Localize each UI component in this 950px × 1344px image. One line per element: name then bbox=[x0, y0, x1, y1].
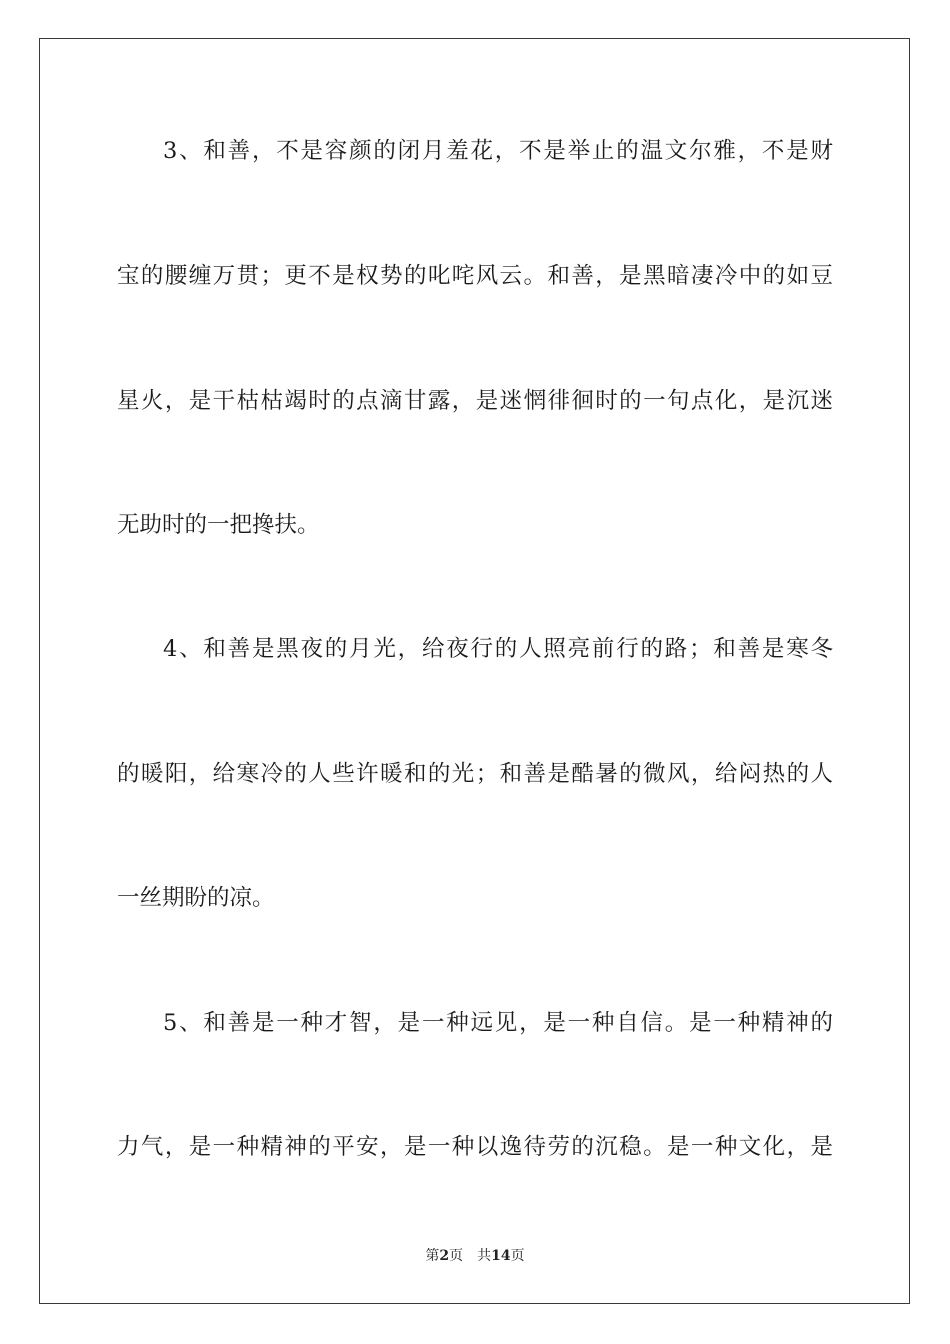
page-footer bbox=[0, 1247, 950, 1265]
footer-total-suffix: 页 bbox=[510, 1248, 525, 1264]
paragraph-4-line-1: 4、和善是黑夜的月光，给夜行的人照亮前行的路；和善是寒冬 bbox=[163, 636, 833, 662]
footer-page-suffix: 页 bbox=[449, 1248, 464, 1264]
paragraph-5-line-2: 力气，是一种精神的平安，是一种以逸待劳的沉稳。是一种文化，是 bbox=[117, 1134, 833, 1160]
footer-total-prefix: 共 bbox=[477, 1248, 492, 1264]
footer-page-prefix: 第 bbox=[425, 1248, 440, 1264]
paragraph-3-line-2: 宝的腰缠万贯；更不是权势的叱咤风云。和善，是黑暗凄冷中的如豆 bbox=[117, 263, 833, 289]
page-border bbox=[39, 38, 910, 1304]
paragraph-3-line-1: 3、和善，不是容颜的闭月羞花，不是举止的温文尔雅，不是财 bbox=[163, 138, 833, 164]
paragraph-4-line-2: 的暖阳，给寒冷的人些许暖和的光；和善是酷暑的微风，给闷热的人 bbox=[117, 761, 833, 787]
paragraph-3-line-3: 星火，是干枯枯竭时的点滴甘露，是迷惘徘徊时的一句点化，是沉迷 bbox=[117, 388, 833, 414]
footer-page-number: 2 bbox=[439, 1248, 450, 1264]
paragraph-3-line-4: 无助时的一把搀扶。 bbox=[117, 512, 320, 538]
paragraph-4-line-3: 一丝期盼的凉。 bbox=[117, 885, 275, 911]
paragraph-5-line-1: 5、和善是一种才智，是一种远见，是一种自信。是一种精神的 bbox=[163, 1010, 833, 1036]
footer-total-pages: 14 bbox=[491, 1248, 511, 1264]
